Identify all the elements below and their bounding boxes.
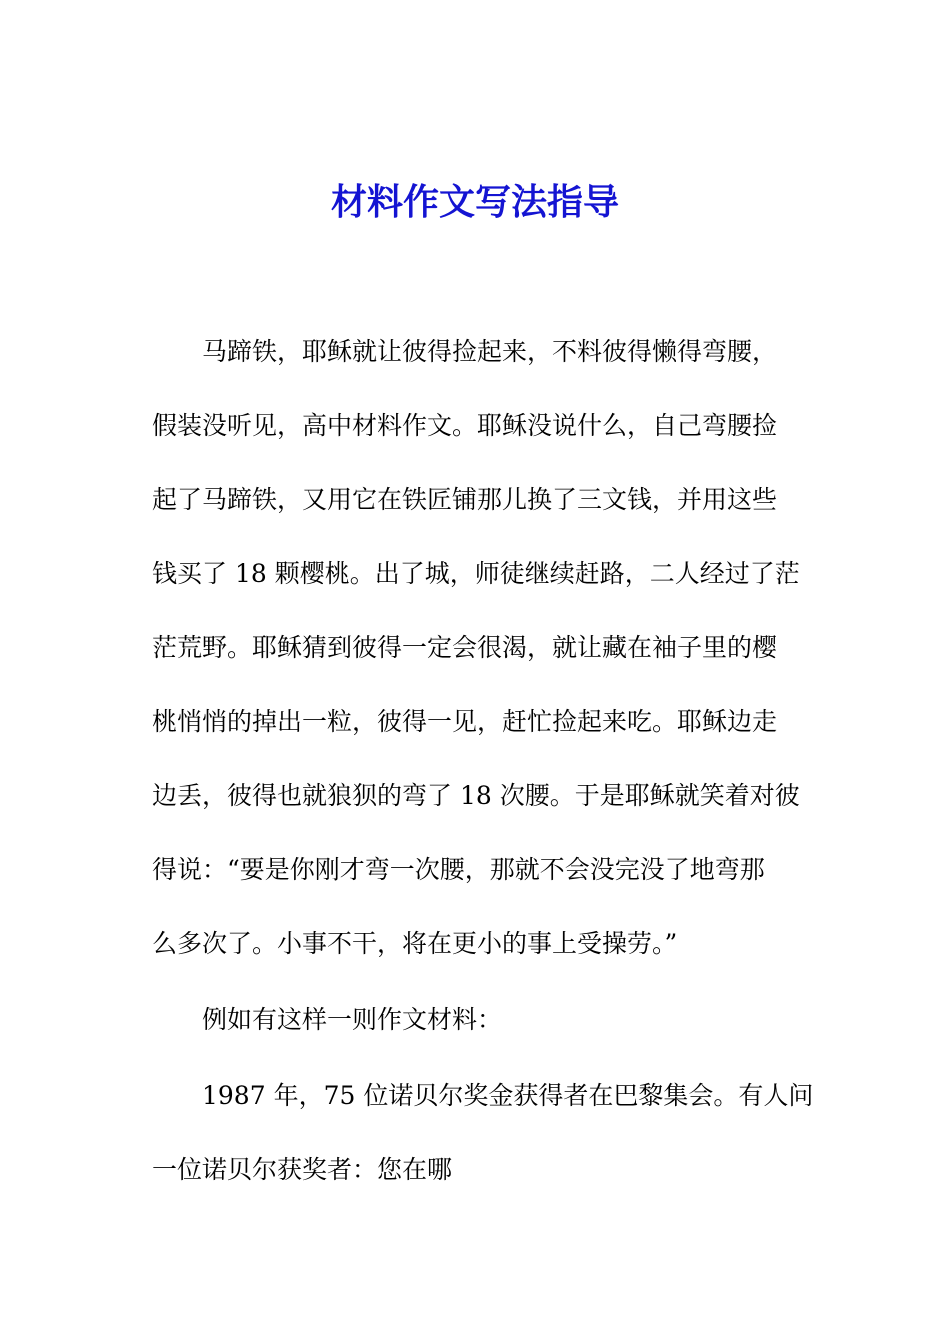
paragraph-line: 么多次了。小事不干，将在更小的事上受操劳。” [152,929,678,958]
paragraph-line: 例如有这样一则作文材料： [202,1005,503,1034]
paragraph-line: 起了马蹄铁，又用它在铁匠铺那儿换了三文钱，并用这些 [152,485,778,514]
paragraph-line: 桃悄悄的掉出一粒，彼得一见，赶忙捡起来吃。耶稣边走 [152,707,778,736]
paragraph-line: 茫荒野。耶稣猜到彼得一定会很渴，就让藏在袖子里的樱 [152,633,778,662]
paragraph-line: 马蹄铁，耶稣就让彼得捡起来，不料彼得懒得弯腰， [202,337,778,366]
paragraph-line: 边丢，彼得也就狼狈的弯了 18 次腰。于是耶稣就笑着对彼 [152,781,800,810]
paragraph-line: 得说：“要是你刚才弯一次腰，那就不会没完没了地弯那 [152,855,765,884]
paragraph-line: 一位诺贝尔获奖者：您在哪 [152,1155,453,1184]
paragraph-line: 1987 年，75 位诺贝尔奖金获得者在巴黎集会。有人问 [202,1081,814,1110]
paragraph-line: 钱买了 18 颗樱桃。出了城，师徒继续赶路，二人经过了茫 [152,559,800,588]
document-title: 材料作文写法指导 [330,182,619,223]
paragraph-line: 假装没听见，高中材料作文。耶稣没说什么，自己弯腰捡 [152,411,778,440]
